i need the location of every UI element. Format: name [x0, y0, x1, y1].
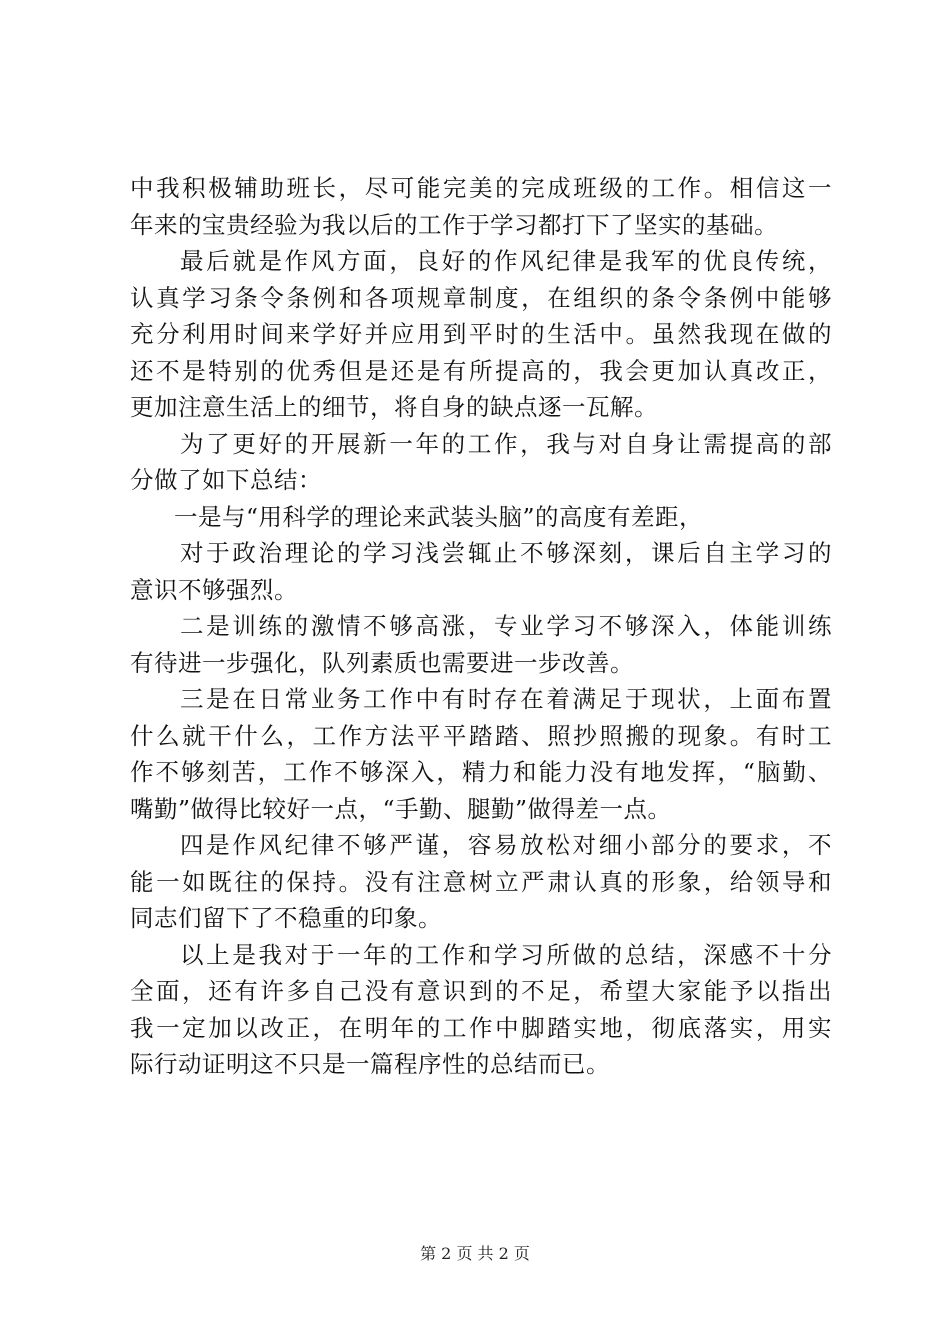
- text-line: 一是与“用科学的理论来武装头脑”的高度有差距，: [174, 502, 704, 531]
- document-body: [130, 170, 832, 1083]
- text-line: 同志们留下了不稳重的印象。: [130, 904, 442, 932]
- text-line: 全面，还有许多自己没有意识到的不足，希望大家能予以指出: [130, 977, 832, 1005]
- text-line: 更加注意生活上的细节，将自身的缺点逐一瓦解。: [130, 393, 658, 421]
- text-line: 年来的宝贵经验为我以后的工作于学习都打下了坚实的基础。: [130, 210, 778, 239]
- text-line: 中我积极辅助班长，尽可能完美的完成班级的工作。相信这一: [130, 174, 832, 202]
- text-line: 分做了如下总结：: [130, 466, 322, 494]
- text-line: 认真学习条令条例和各项规章制度，在组织的条令条例中能够: [130, 283, 832, 312]
- text-line: 我一定加以改正，在明年的工作中脚踏实地，彻底落实，用实: [130, 1013, 832, 1042]
- text-line: 际行动证明这不只是一篇程序性的总结而已。: [130, 1050, 610, 1078]
- text-line: 能一如既往的保持。没有注意树立严肃认真的形象，给领导和: [130, 867, 832, 896]
- text-line: 嘴勤”做得比较好一点，“手勤、腿勤”做得差一点。: [130, 794, 672, 823]
- text-line: 三是在日常业务工作中有时存在着满足于现状，上面布置: [180, 685, 832, 713]
- text-line: 为了更好的开展新一年的工作，我与对自身让需提高的部: [180, 429, 832, 458]
- text-line: 意识不够强烈。: [130, 575, 298, 604]
- text-line: 什么就干什么，工作方法平平踏踏、照抄照搬的现象。有时工: [130, 721, 832, 750]
- text-line: 有待进一步强化，队列素质也需要进一步改善。: [130, 648, 634, 677]
- page-footer: [0, 1244, 950, 1264]
- page-number-label: 第 2 页 共 2 页: [420, 1244, 530, 1263]
- text-line: 作不够刻苦，工作不够深入，精力和能力没有地发挥，“脑勤、: [130, 758, 832, 786]
- text-line: 还不是特别的优秀但是还是有所提高的，我会更加认真改正，: [130, 356, 832, 385]
- text-line: 四是作风纪律不够严谨，容易放松对细小部分的要求，不: [180, 831, 832, 859]
- text-line: 二是训练的激情不够高涨，专业学习不够深入，体能训练: [180, 612, 832, 640]
- text-line: 对于政治理论的学习浅尝辄止不够深刻，课后自主学习的: [180, 539, 832, 567]
- text-line: 充分利用时间来学好并应用到平时的生活中。虽然我现在做的: [130, 320, 832, 348]
- text-line: 以上是我对于一年的工作和学习所做的总结，深感不十分: [180, 940, 832, 969]
- text-line: 最后就是作风方面，良好的作风纪律是我军的优良传统，: [180, 247, 832, 275]
